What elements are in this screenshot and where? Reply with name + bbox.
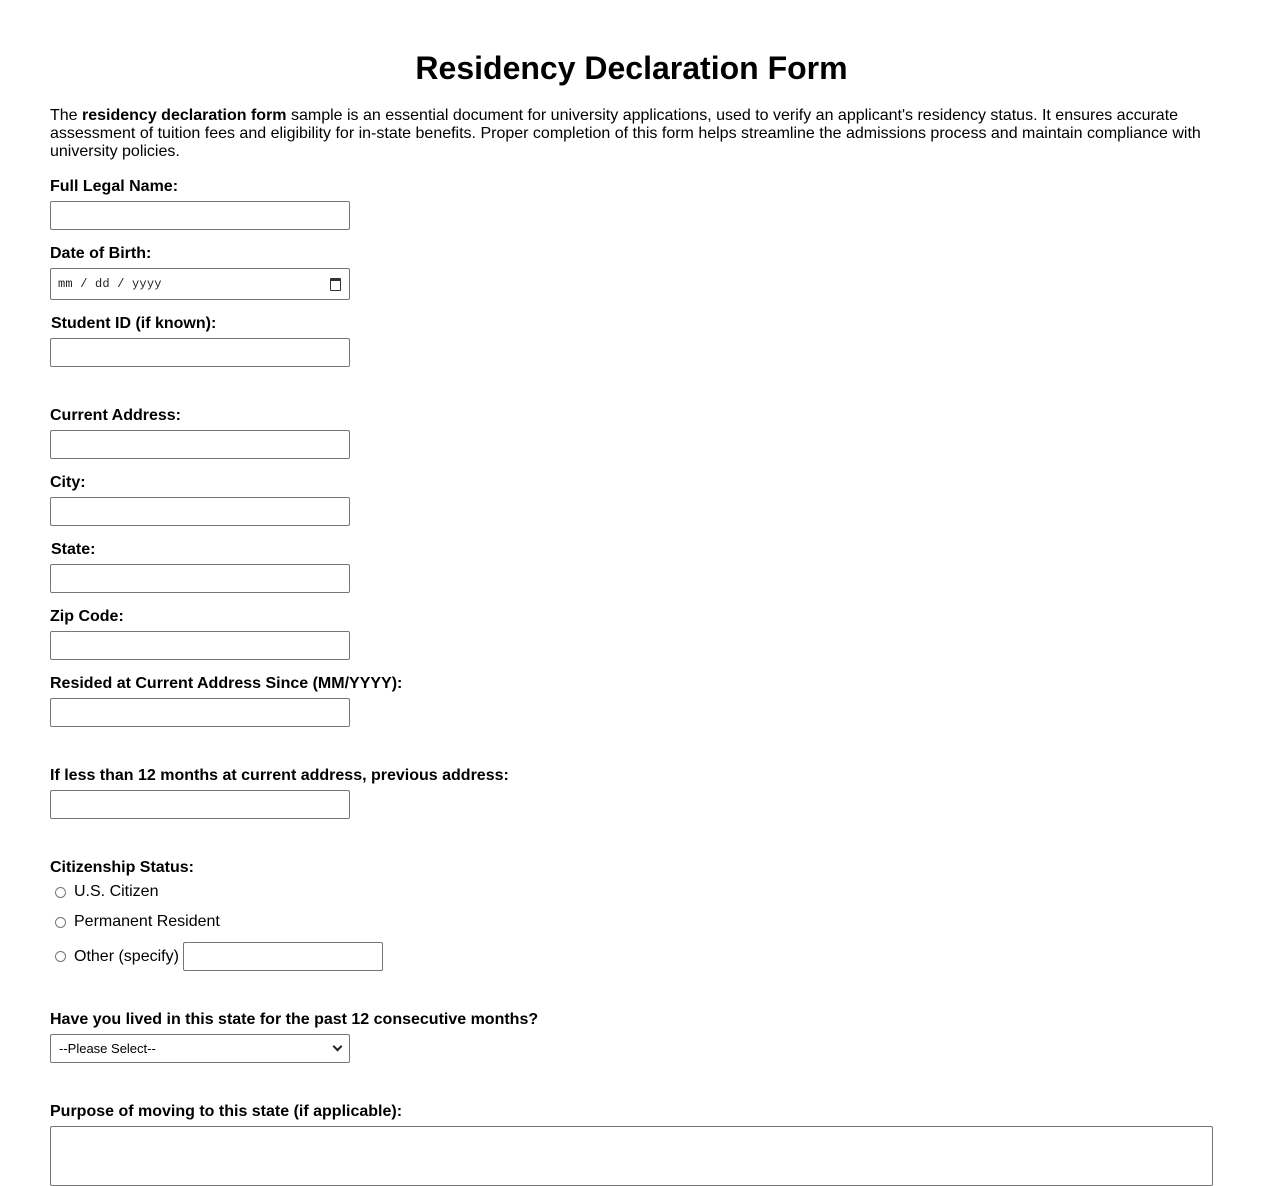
city-input[interactable] (50, 497, 350, 526)
zip-input[interactable] (50, 631, 350, 660)
student-id-input[interactable] (50, 338, 350, 367)
radio-permanent-resident-label: Permanent Resident (74, 913, 220, 930)
page-title: Residency Declaration Form (415, 50, 848, 86)
intro-suffix: sample is an essential document for university applications, used to verify an applicant's residency status. It ensures accurate assessment of tuition fees and eligibility for in-state benefits. Proper completion of this form helps streamline the admissions process and maintain compliance with university policies. (50, 107, 1201, 160)
full-name-input[interactable] (50, 201, 350, 230)
radio-option-other[interactable] (55, 942, 383, 971)
radio-permanent-resident[interactable] (55, 917, 66, 928)
zip-label: Zip Code: (50, 608, 124, 625)
current-address-label: Current Address: (50, 407, 181, 424)
radio-other[interactable] (55, 951, 66, 962)
previous-address-label: If less than 12 months at current address, previous address: (50, 767, 509, 784)
intro-prefix: The (50, 107, 83, 124)
radio-us-citizen[interactable] (55, 887, 66, 898)
dob-placeholder: mm / dd / yyyy (58, 277, 162, 291)
full-name-label: Full Legal Name: (50, 178, 179, 195)
radio-us-citizen-label: U.S. Citizen (74, 883, 159, 900)
radio-option-us-citizen[interactable] (55, 882, 158, 902)
other-specify-input[interactable] (183, 942, 383, 971)
resided-since-input[interactable] (50, 698, 350, 727)
city-label: City: (50, 474, 86, 491)
lived-12-months-label: Have you lived in this state for the past 12 consecutive months? (50, 1011, 539, 1028)
purpose-textarea[interactable] (50, 1126, 1213, 1186)
state-label: State: (51, 541, 96, 558)
intro-paragraph (50, 107, 1213, 161)
dob-label: Date of Birth: (50, 245, 152, 262)
citizenship-label: Citizenship Status: (50, 859, 195, 876)
lived-12-months-select[interactable] (50, 1034, 350, 1063)
radio-other-label: Other (specify) (74, 947, 179, 965)
current-address-input[interactable] (50, 430, 350, 459)
state-input[interactable] (50, 564, 350, 593)
chevron-down-icon (333, 1042, 343, 1052)
student-id-label: Student ID (if known): (51, 315, 217, 332)
previous-address-input[interactable] (50, 790, 350, 819)
intro-bold: residency declaration form (82, 107, 287, 124)
select-value: --Please Select-- (59, 1041, 156, 1056)
dob-input[interactable] (50, 268, 350, 300)
purpose-label: Purpose of moving to this state (if applicable): (50, 1103, 403, 1120)
radio-option-permanent-resident[interactable] (55, 912, 220, 932)
calendar-icon[interactable] (330, 278, 341, 291)
resided-since-label: Resided at Current Address Since (MM/YYYY): (50, 675, 403, 692)
